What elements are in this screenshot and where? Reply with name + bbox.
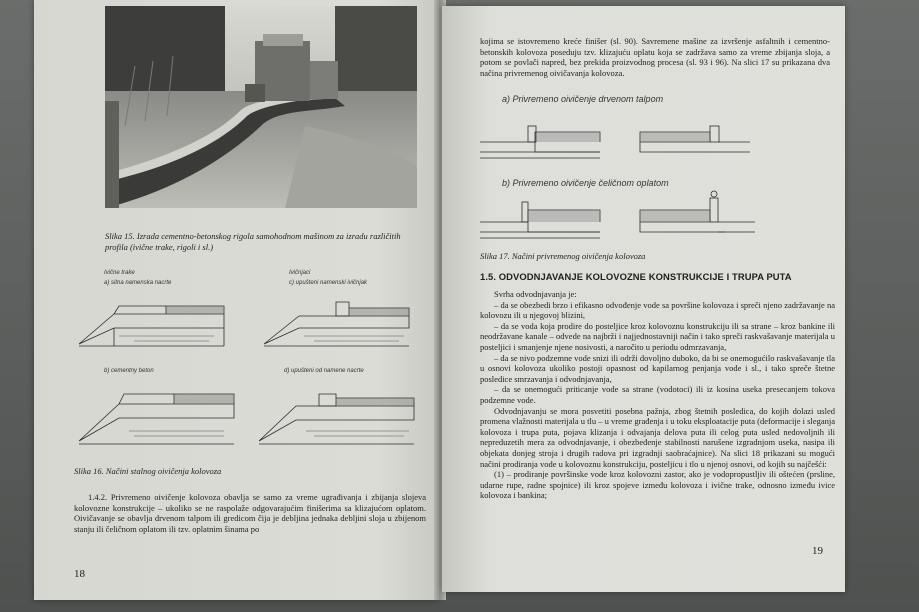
right-intro-paragraph: kojima se istovremeno kreće finišer (sl. 90). Savremene mašine za izvršenje asfaltnih i cementno-betonskih kolovoza poseduju tzv. klizajuću oplatu koja se zadržava samo za vreme zbijanja sloja, a potom se povlači napred, bez prekida proizvodnog procesa (sl. 93 i 96). Na slici 17 su prikazana dva načina privremenog oivičavanja kolovoza. — [480, 36, 830, 78]
right-page — [442, 6, 845, 592]
fig16-top-left-a: a) sitna namenska nacrte — [104, 280, 172, 286]
fig15-photo — [105, 6, 417, 208]
section-heading: 1.5. ODVODNJAVANJE KOLOVOZNE KONSTRUKCIJE I TRUPA PUTA — [480, 271, 792, 282]
fig17-drawing — [480, 88, 830, 248]
paragraph: – da se obezbedi brzo i efikasno odvođenje vode sa površine kolovoza i spreči njeno zadržavanje na kolovozu ili u njegovoj blizini, — [480, 299, 835, 321]
right-section-body — [480, 289, 835, 501]
fig17-caption: Slika 17. Načini privremenog oivičenja kolovoza — [480, 251, 646, 261]
paragraph: – da se voda koja prodire do posteljice kroz kolovoznu konstrukciju ili sa strane – kroz bankine ili neodržavane kanale – odvede na najbrži i najjednostavniji način i tako spreči raskvašavanje materijala u posteljici i smanjenje njene nosivosti, a naročito u periodu odmrzavanja, — [480, 320, 835, 352]
left-section-text — [74, 492, 426, 534]
fig16-drawing — [74, 266, 424, 456]
left-page-number: 18 — [74, 568, 85, 580]
fig15-caption: Slika 15. Izrada cementno-betonskog rigola samohodnom mašinom za izradu različitih profila (ivične trake, rigoli i sl.) — [105, 231, 401, 252]
slipform-machine-photo — [105, 6, 417, 208]
paragraph: Odvodnjavanju se mora posvetiti posebna pažnja, zbog štetnih posledica, do kojih dolazi usled promena vlažnosti materijala u tlu – u vreme građenja i u toku eksploatacije puta (deformacije i sleganja kolovoza i trupa puta, pojava klizanja i odvajanja delova puta ili celog puta usled nedovoljnih ili nepreduzetih mera za odvodnjavanje, i obezbeđenje stabilnosti narušene izgradnjom useka, nasipa ili objekata donjeg stroja i drugih radova pri izgradnji saobraćajnice). Na slici 18 prikazani su mogući načini prodiranja vode u kolovoznu konstrukciju, posteljicu i tlo u njenoj osnovi, od kojih su najčešći: — [480, 405, 835, 469]
right-page-number: 19 — [812, 545, 823, 557]
paragraph: Svrha odvodnjavanja je: — [494, 289, 577, 299]
fig16-top-right-title: Ivičnjaci — [289, 270, 311, 276]
left-paragraph: 1.4.2. Privremeno oivičenje kolovoza obavlja se samo za vreme ugrađivanja i zbijanja slojeva kolovozne konstrukcije – ukoliko se ne raspolaže odgovarajućim finišerima sa klizajućom oplatom. Oivičavanje se obavlja drvenom talpom ili gredicom čija je debljina jednaka debljini sloja u zbijenom stanju ili čeličnom oplatom ili tzv. oplatnim šinama po — [74, 492, 426, 534]
paragraph: (1) – prodiranje površinske vode kroz kolovozni zastor, ako je vodopropustljiv ili oštećen (prsline, udarne rupe, radne spojnice) ili kroz spojeve između kolovoza i ivične trake, odnosno između ivice kolovoza i bankina; — [480, 469, 835, 501]
paragraph: – da se onemogući priticanje vode sa strane (vodotoci) ili iz kosina useka presecanjem tokova podzemne vode. — [480, 384, 835, 405]
fig16-top-right-c: c) upuštеni namenski ivičnjak — [289, 280, 368, 286]
fig17-a-title: a) Privremeno oivičenje drvenom talpom — [502, 94, 664, 104]
fig16-top-left-title: Ivične trake — [104, 270, 135, 276]
fig16-bottom-left-b: b) cementny beton — [104, 368, 154, 374]
fig16-caption: Slika 16. Načini stalnog oivičenja kolovoza — [74, 466, 222, 476]
paragraph: – da se nivo podzemne vode snizi ili održi dovoljno duboko, da bi se onemogućilo raskvašavanje tla u osnovi kolovoza ukoliko postoji opasnost od kapilarnog penjanja vode i sl., i tako spreče štetne posledice smrzavanja i odvodnjavanja, — [480, 352, 835, 384]
left-page — [34, 0, 439, 600]
fig16-bottom-right-d: d) upuštеni od namene nacrte — [284, 368, 364, 374]
fig17-b-title: b) Privremeno oivičenje čeličnom oplatom — [502, 178, 669, 188]
right-intro-text — [480, 36, 830, 78]
